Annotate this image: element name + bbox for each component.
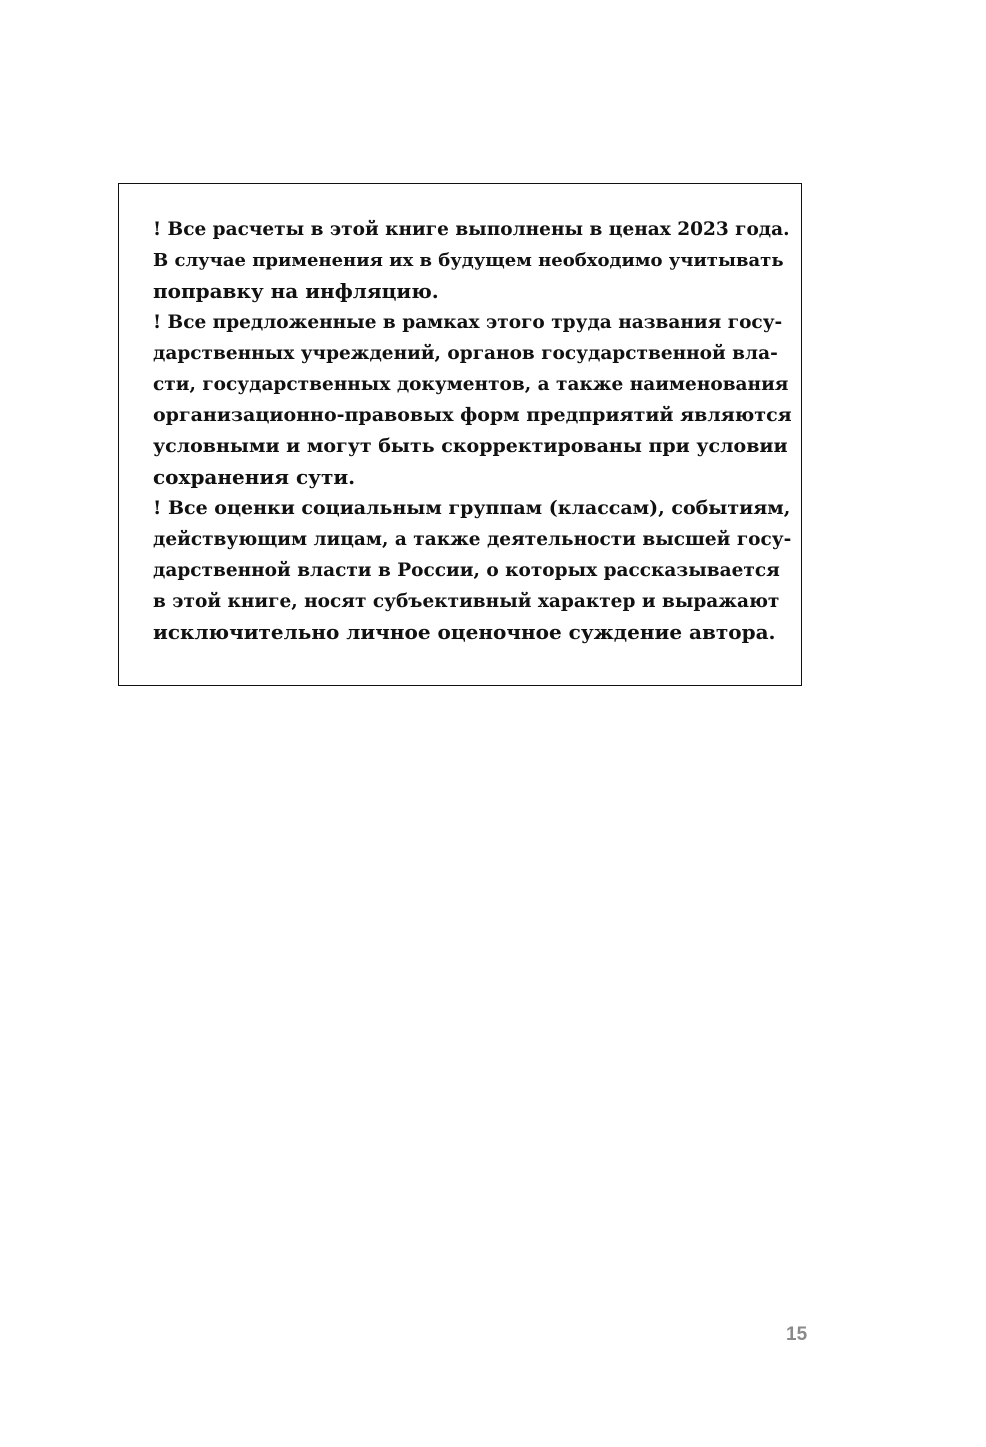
notice-line: действующим лицам, а также деятельности высшей госу- [153, 529, 792, 550]
notice-line: дарственных учреждений, органов государственной вла- [153, 343, 778, 364]
notice-line: в этой книге, носят субъективный характер и выражают [153, 591, 780, 612]
notice-line: ! Все расчеты в этой книге выполнены в ценах 2023 года. [153, 219, 790, 240]
notice-line: дарственной власти в России, о которых рассказывается [153, 560, 780, 581]
notice-line: ! Все оценки социальным группам (классам), событиям, [153, 497, 791, 519]
notice-line: ! Все предложенные в рамках этого труда названия госу- [153, 312, 783, 333]
notice-line: сти, государственных документов, а также наименования [153, 374, 789, 395]
notice-line: исключительно личное оценочное суждение автора. [153, 620, 776, 644]
notice-line: В случае применения их в будущем необходимо учитывать [153, 250, 784, 271]
notice-line: поправку на инфляцию. [153, 279, 439, 303]
page-number: 15 [786, 1324, 808, 1345]
notice-line: сохранения сути. [153, 465, 356, 489]
notice-box [118, 183, 802, 686]
notice-text [153, 214, 793, 648]
notice-line: организационно-правовых форм предприятий являются [153, 404, 792, 426]
notice-line: условными и могут быть скорректированы при условии [153, 435, 788, 457]
